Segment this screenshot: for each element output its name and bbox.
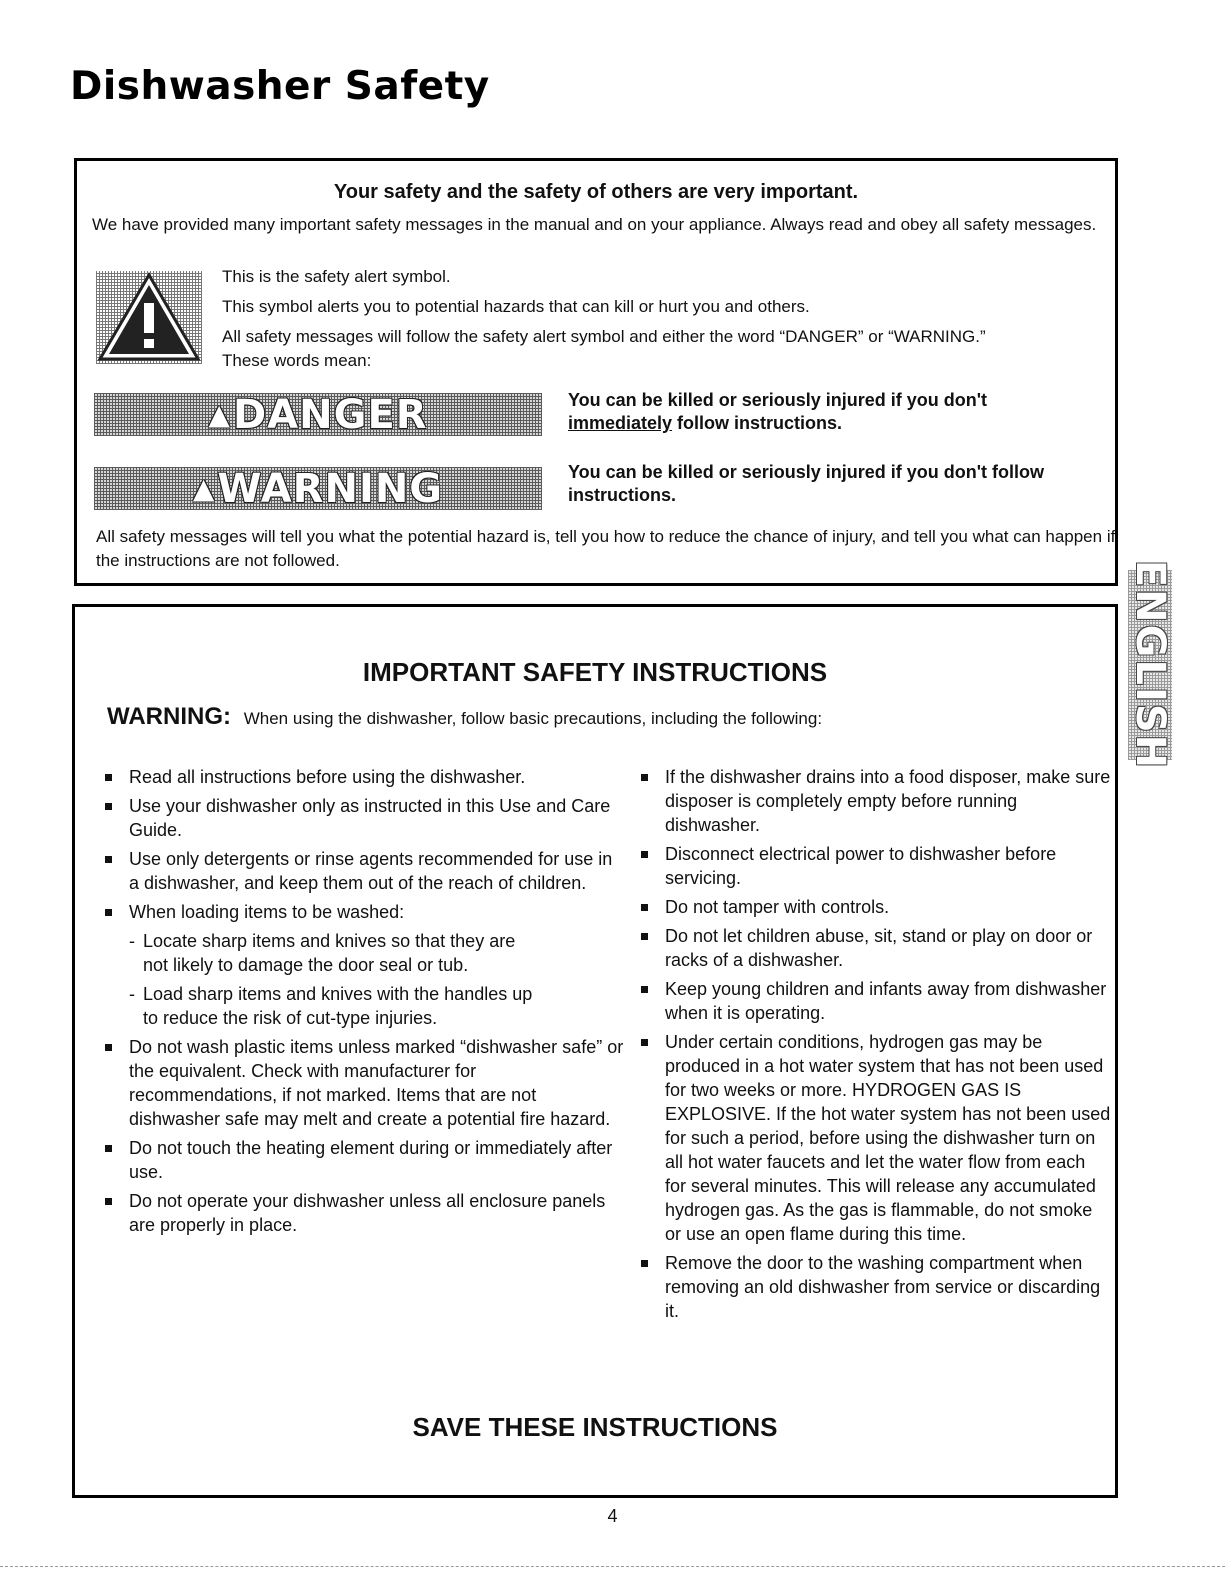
list-item: Use your dishwasher only as instructed in this Use and Care Guide. xyxy=(105,794,625,842)
danger-signal-banner xyxy=(94,393,542,436)
safety-box-heading: Your safety and the safety of others are very important. xyxy=(333,181,859,203)
warning-triangle-icon: ▲ xyxy=(192,472,216,505)
danger-meaning-part2: follow instructions. xyxy=(672,413,843,433)
warning-signal-banner xyxy=(94,467,542,510)
warning-triangle-icon: ▲ xyxy=(208,398,231,431)
list-item: Under certain conditions, hydrogen gas may be produced in a hot water system that has not been used for two weeks or more. HYDROGEN GAS IS EXPLOSIVE. If the hot water system has not been used for such a period, before using the dishwasher turn on all hot water faucets and let the water flow from each for several minutes. This will release any accumulated hydrogen gas. As the gas is flammable, do not smoke or use an open flame during this time. xyxy=(641,1030,1111,1246)
warning-precaution-line xyxy=(107,703,822,731)
sub-list-item: - Load sharp items and knives with the handles up to reduce the risk of cut-type injuries. xyxy=(105,982,545,1030)
danger-meaning xyxy=(568,389,1108,435)
symbol-explanation xyxy=(222,265,1022,373)
save-instructions-heading: SAVE THESE INSTRUCTIONS xyxy=(412,1412,778,1442)
danger-meaning-part1: You can be killed or seriously injured if you don't xyxy=(568,390,988,410)
safety-intro-box xyxy=(74,158,1118,586)
list-item: Do not let children abuse, sit, stand or play on door or racks of a dishwasher. xyxy=(641,924,1111,972)
list-item: When loading items to be washed: xyxy=(105,900,625,924)
symbol-line: This symbol alerts you to potential hazards that can kill or hurt you and others. xyxy=(222,297,810,316)
list-item: Disconnect electrical power to dishwasher before servicing. xyxy=(641,842,1111,890)
safety-box-intro: We have provided many important safety messages in the manual and on your appliance. Always read and obey all safety messages. xyxy=(92,215,1097,234)
list-item: Do not touch the heating element during or immediately after use. xyxy=(105,1136,625,1184)
safety-box-outro: All safety messages will tell you what the potential hazard is, tell you how to reduce the chance of injury, and tell you what can happen if the instructions are not followed. xyxy=(96,527,1116,570)
page-number: 4 xyxy=(607,1506,618,1526)
warning-label: WARNING: xyxy=(107,703,231,730)
page-title: Dishwasher Safety xyxy=(70,64,490,109)
list-item: Remove the door to the washing compartment when removing an old dishwasher from service or discarding it. xyxy=(641,1251,1111,1323)
bottom-divider xyxy=(0,1566,1225,1567)
list-item: Do not tamper with controls. xyxy=(641,895,1111,919)
sub-list-item: - Locate sharp items and knives so that they are not likely to damage the door seal or tub. xyxy=(105,929,545,977)
instructions-right-column xyxy=(641,765,1111,1328)
warning-meaning: You can be killed or seriously injured if you don't follow instructions. xyxy=(568,462,1044,505)
danger-signal-word: DANGER xyxy=(232,391,428,438)
list-item: Keep young children and infants away from dishwasher when it is operating. xyxy=(641,977,1111,1025)
instructions-left-column xyxy=(105,765,625,1242)
list-item: Read all instructions before using the dishwasher. xyxy=(105,765,625,789)
instructions-heading: IMPORTANT SAFETY INSTRUCTIONS xyxy=(362,657,828,687)
list-item: Use only detergents or rinse agents recommended for use in a dishwasher, and keep them out of the reach of children. xyxy=(105,847,625,895)
symbol-line: This is the safety alert symbol. xyxy=(222,267,451,286)
language-side-tab xyxy=(1127,559,1173,771)
list-item: Do not operate your dishwasher unless all enclosure panels are properly in place. xyxy=(105,1189,625,1237)
warning-signal-word: WARNING xyxy=(217,465,444,512)
list-item: If the dishwasher drains into a food disposer, make sure disposer is completely empty before running dishwasher. xyxy=(641,765,1111,837)
safety-alert-symbol-icon xyxy=(96,271,202,364)
warning-precaution-text: When using the dishwasher, follow basic precautions, including the following: xyxy=(243,709,823,728)
language-label: ENGLISH xyxy=(1127,559,1173,771)
important-safety-instructions-box xyxy=(72,604,1118,1498)
danger-meaning-underlined: immediately xyxy=(568,413,673,433)
list-item: Do not wash plastic items unless marked “dishwasher safe” or the equivalent. Check with manufacturer for recommendations, if not marked. Items that are not dishwasher safe may melt and create a potential fire hazard. xyxy=(105,1035,625,1131)
symbol-line: All safety messages will follow the safety alert symbol and either the word “DANGER” or “WARNING.” These words mean: xyxy=(222,327,986,370)
